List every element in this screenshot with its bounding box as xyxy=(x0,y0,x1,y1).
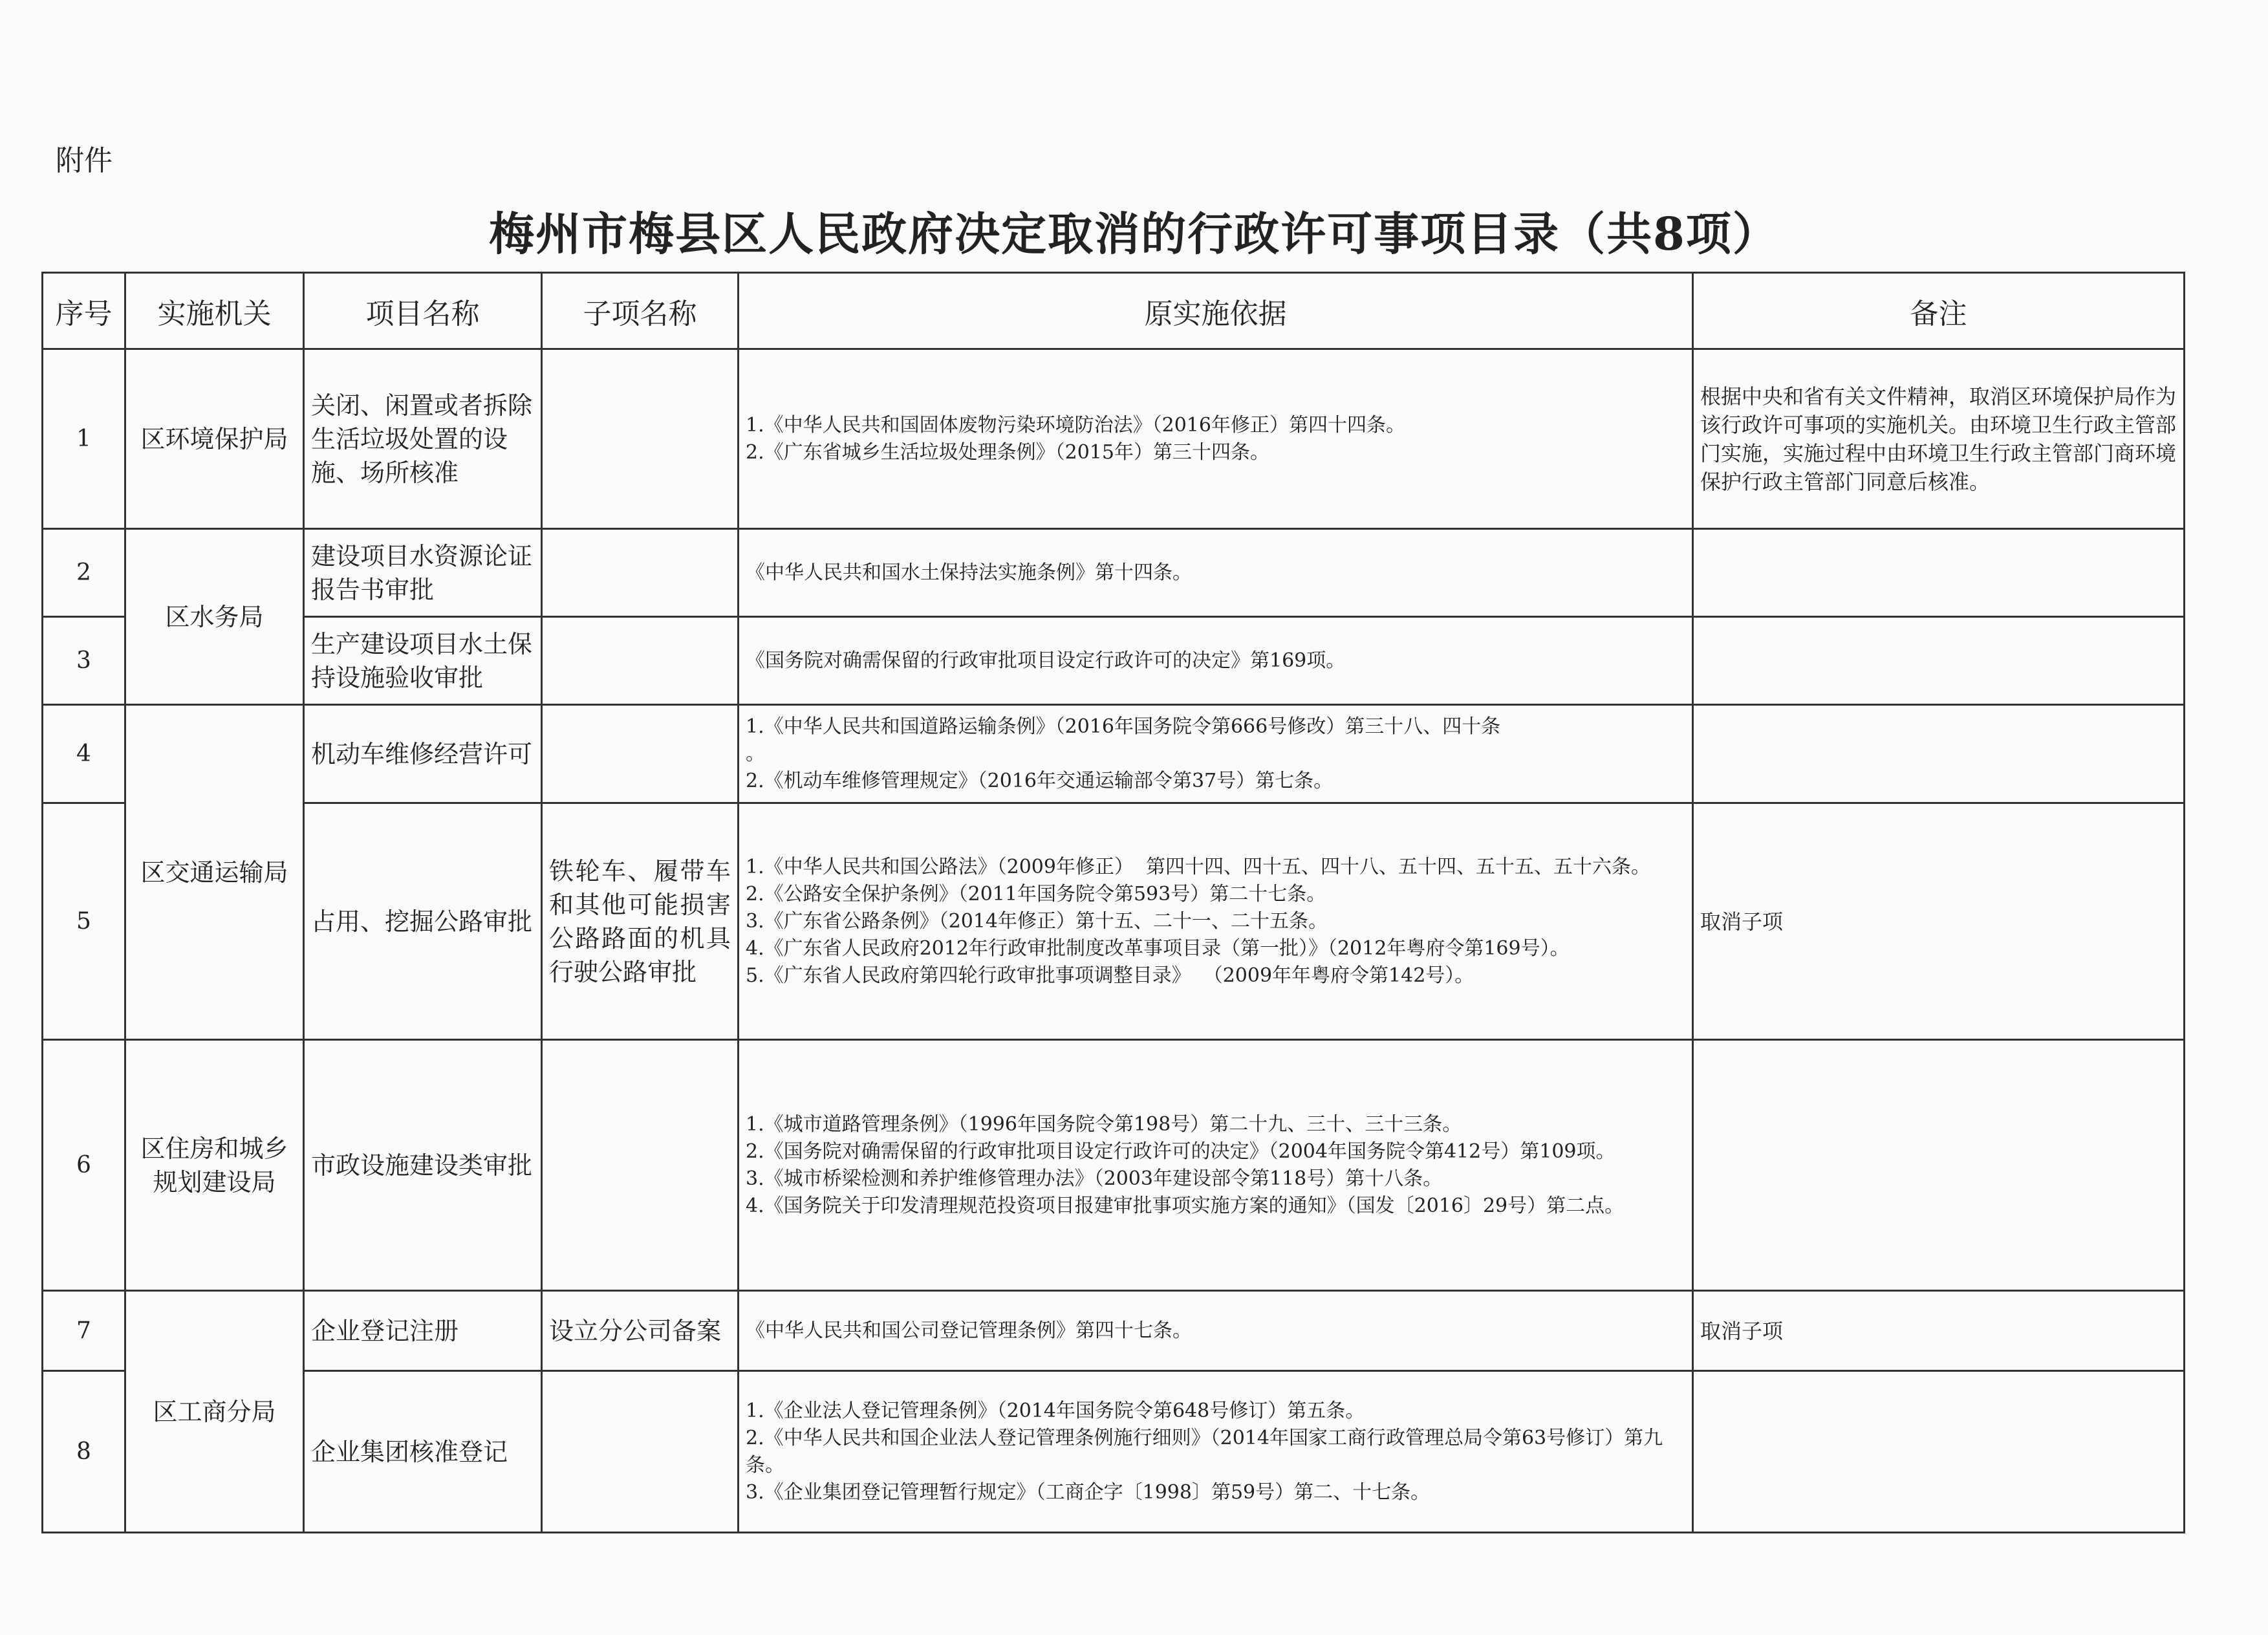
table-row xyxy=(43,1371,2185,1533)
basis-line: 。 xyxy=(746,742,765,765)
row-org: 区环境保护局 xyxy=(125,349,304,529)
row-sub xyxy=(542,349,739,529)
basis-line: 4.《广东省人民政府2012年行政审批制度改革事项目录（第一批）》（2012年粤府令第169号）。 xyxy=(746,937,1570,960)
header-seq: 序号 xyxy=(43,273,125,349)
row-item: 企业登记注册 xyxy=(304,1291,542,1371)
row-basis xyxy=(739,1040,1693,1291)
header-note: 备注 xyxy=(1693,273,2185,349)
basis-line: 1.《中华人民共和国固体废物污染环境防治法》（2016年修正）第四十四条。 xyxy=(746,413,1405,437)
row-basis xyxy=(739,349,1693,529)
basis-line: 3.《广东省公路条例》（2014年修正）第十五、二十一、二十五条。 xyxy=(746,909,1328,933)
row-org: 区水务局 xyxy=(125,529,304,705)
row-note: 取消子项 xyxy=(1693,803,2185,1040)
row-item: 关闭、闲置或者拆除生活垃圾处置的设施、场所核准 xyxy=(304,349,542,529)
header-row xyxy=(43,273,2185,349)
row-org: 区工商分局 xyxy=(125,1291,304,1533)
row-seq: 3 xyxy=(43,617,125,705)
basis-line: 2.《国务院对确需保留的行政审批项目设定行政许可的决定》（2004年国务院令第412号）第109项。 xyxy=(746,1140,1615,1163)
basis-line: 1.《城市道路管理条例》（1996年国务院令第198号）第二十九、三十、三十三条。 xyxy=(746,1112,1462,1136)
basis-line: 1.《中华人民共和国道路运输条例》（2016年国务院令第666号修改）第三十八、四十条 xyxy=(746,715,1501,738)
basis-line: 2.《机动车维修管理规定》（2016年交通运输部令第37号）第七条。 xyxy=(746,769,1334,792)
basis-line: 5.《广东省人民政府第四轮行政审批事项调整目录》 （2009年年粤府令第142号）。 xyxy=(746,964,1474,987)
row-note xyxy=(1693,705,2185,803)
table-row xyxy=(43,349,2185,529)
table-row xyxy=(43,803,2185,1040)
basis-line: 《国务院对确需保留的行政审批项目设定行政许可的决定》第169项。 xyxy=(746,649,1346,672)
row-sub xyxy=(542,617,739,705)
row-basis xyxy=(739,617,1693,705)
basis-line: 1.《中华人民共和国公路法》（2009年修正） 第四十四、四十五、四十八、五十四、五十五、五十六条。 xyxy=(746,855,1651,878)
row-org: 区交通运输局 xyxy=(125,705,304,1040)
table-row xyxy=(43,1040,2185,1291)
basis-line: 3.《企业集团登记管理暂行规定》（工商企字〔1998〕第59号）第二、十七条。 xyxy=(746,1480,1431,1504)
table-row xyxy=(43,617,2185,705)
basis-line: 2.《公路安全保护条例》（2011年国务院令第593号）第二十七条。 xyxy=(746,882,1326,905)
row-sub xyxy=(542,529,739,617)
row-note xyxy=(1693,1040,2185,1291)
row-sub: 设立分公司备案 xyxy=(542,1291,739,1371)
row-seq: 5 xyxy=(43,803,125,1040)
basis-line: 4.《国务院关于印发清理规范投资项目报建审批事项实施方案的通知》（国发〔2016〕29号）第二点。 xyxy=(746,1194,1625,1217)
row-note xyxy=(1693,1371,2185,1533)
row-note: 根据中央和省有关文件精神，取消区环境保护局作为该行政许可事项的实施机关。由环境卫生行政主管部门实施，实施过程中由环境卫生行政主管部门商环境保护行政主管部门同意后核准。 xyxy=(1693,349,2185,529)
header-sub: 子项名称 xyxy=(542,273,739,349)
page-title: 梅州市梅县区人民政府决定取消的行政许可事项目录（共8项） xyxy=(489,207,1779,261)
row-seq: 2 xyxy=(43,529,125,617)
header-basis: 原实施依据 xyxy=(739,273,1693,349)
row-seq: 8 xyxy=(43,1371,125,1533)
row-seq: 1 xyxy=(43,349,125,529)
row-note xyxy=(1693,617,2185,705)
table-row xyxy=(43,705,2185,803)
table-row xyxy=(43,529,2185,617)
row-basis xyxy=(739,529,1693,617)
row-note: 取消子项 xyxy=(1693,1291,2185,1371)
basis-line: 1.《企业法人登记管理条例》（2014年国务院令第648号修订）第五条。 xyxy=(746,1399,1365,1422)
row-item: 建设项目水资源论证报告书审批 xyxy=(304,529,542,617)
row-seq: 4 xyxy=(43,705,125,803)
row-basis xyxy=(739,803,1693,1040)
row-seq: 6 xyxy=(43,1040,125,1291)
basis-line: 3.《城市桥梁检测和养护维修管理办法》（2003年建设部令第118号）第十八条。 xyxy=(746,1167,1443,1190)
row-basis xyxy=(739,1291,1693,1371)
row-item: 占用、挖掘公路审批 xyxy=(304,803,542,1040)
row-item: 企业集团核准登记 xyxy=(304,1371,542,1533)
basis-line: 《中华人民共和国水土保持法实施条例》第十四条。 xyxy=(746,561,1192,584)
basis-line: 2.《中华人民共和国企业法人登记管理条例施行细则》（2014年国家工商行政管理总局令第63号修订）第九条。 xyxy=(746,1426,1663,1477)
row-org: 区住房和城乡规划建设局 xyxy=(125,1040,304,1291)
table-row xyxy=(43,1291,2185,1371)
header-item: 项目名称 xyxy=(304,273,542,349)
row-item: 生产建设项目水土保持设施验收审批 xyxy=(304,617,542,705)
row-sub: 铁轮车、履带车和其他可能损害公路路面的机具行驶公路审批 xyxy=(542,803,739,1040)
basis-line: 《中华人民共和国公司登记管理条例》第四十七条。 xyxy=(746,1319,1192,1342)
attachment-label: 附件 xyxy=(56,144,113,177)
row-sub xyxy=(542,1040,739,1291)
row-item: 市政设施建设类审批 xyxy=(304,1040,542,1291)
items-table xyxy=(41,272,2185,1533)
header-org: 实施机关 xyxy=(125,273,304,349)
row-seq: 7 xyxy=(43,1291,125,1371)
row-basis xyxy=(739,1371,1693,1533)
basis-line: 2.《广东省城乡生活垃圾处理条例》（2015年）第三十四条。 xyxy=(746,440,1269,464)
row-note xyxy=(1693,529,2185,617)
row-sub xyxy=(542,1371,739,1533)
row-basis xyxy=(739,705,1693,803)
row-sub xyxy=(542,705,739,803)
row-item: 机动车维修经营许可 xyxy=(304,705,542,803)
